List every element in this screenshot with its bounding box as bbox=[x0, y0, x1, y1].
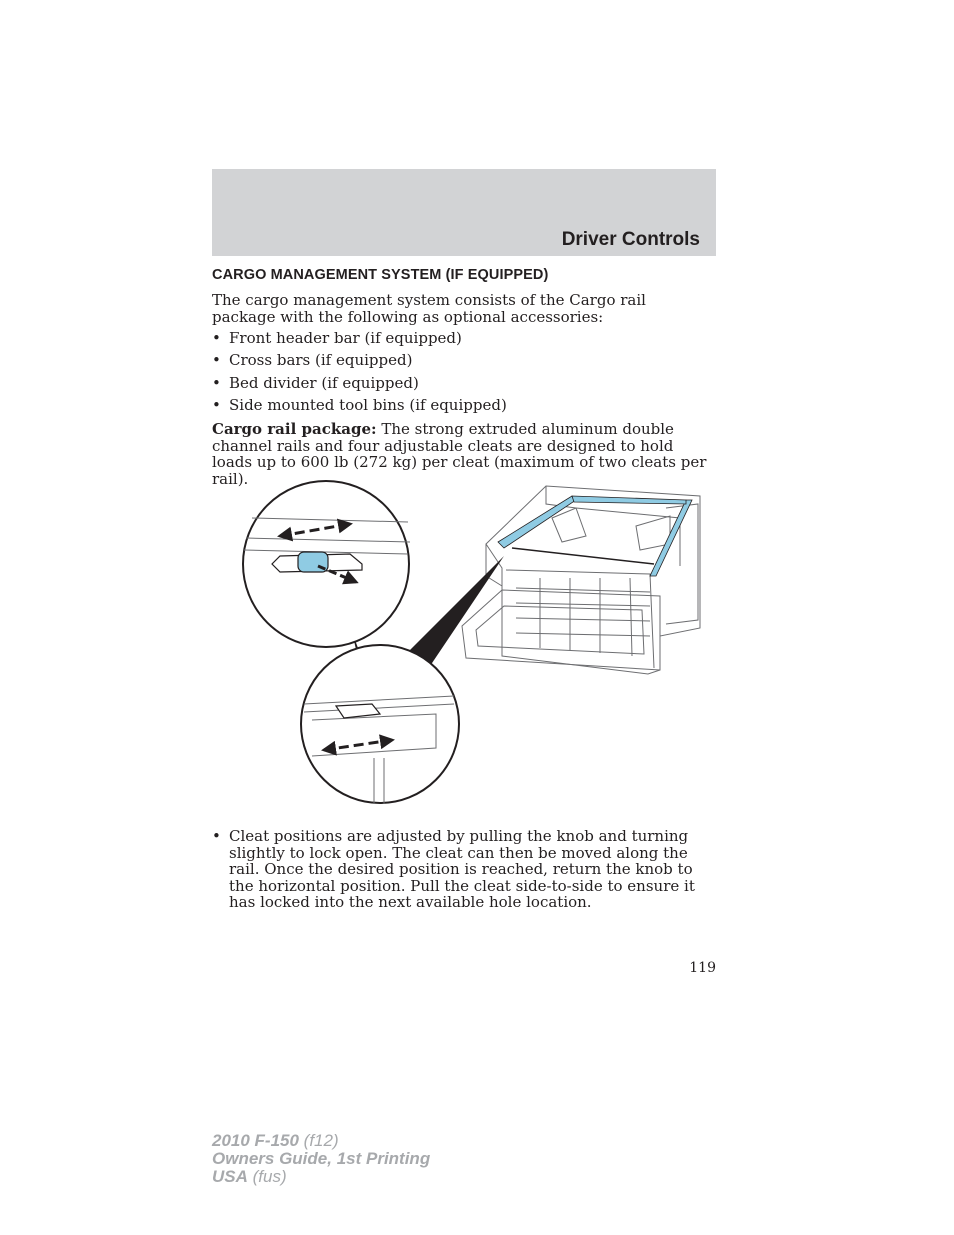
list-item bbox=[212, 375, 716, 397]
footer-model: 2010 F-150 bbox=[212, 1131, 299, 1150]
cargo-rail-illustration bbox=[240, 478, 706, 806]
accessory-list bbox=[212, 330, 716, 420]
bullet-icon: • bbox=[212, 351, 221, 370]
bullet-icon: • bbox=[212, 373, 221, 392]
list-item-text: Front header bar (if equipped) bbox=[229, 329, 462, 347]
cleat-instructions-text: Cleat positions are adjusted by pulling the knob and turning slightly to lock open. The cleat can then be moved along the rail. Once the desired position is reached, return the knob to the horizontal position. Pull the cleat side-to-side to ensure it has locked into the next available hole location. bbox=[229, 827, 695, 911]
list-item bbox=[212, 352, 716, 374]
knob-detail-circle bbox=[243, 481, 410, 647]
footer-market-code: (fus) bbox=[247, 1167, 287, 1186]
header-band bbox=[212, 169, 716, 256]
list-item bbox=[212, 330, 716, 352]
cleat-instructions bbox=[212, 828, 716, 911]
cargo-rail-lead: Cargo rail package: bbox=[212, 420, 377, 438]
footer-model-code: (f12) bbox=[298, 1131, 339, 1150]
intro-paragraph: The cargo management system consists of the Cargo rail package with the following as optional accessories: bbox=[212, 291, 646, 326]
rail-highlight bbox=[498, 496, 692, 576]
bullet-icon: • bbox=[212, 827, 221, 845]
footer-guide: Owners Guide, 1st Printing bbox=[212, 1149, 431, 1168]
list-item-text: Side mounted tool bins (if equipped) bbox=[229, 396, 507, 415]
footer-market: USA bbox=[212, 1167, 248, 1186]
chapter-title: Driver Controls bbox=[561, 229, 700, 250]
cargo-rail-text: The strong extruded aluminum double channel rails and four adjustable cleats are designed to hold loads up to 600 lb (272 kg) per cleat (maximum of two cleats per rail). bbox=[212, 420, 707, 488]
truck-bed-drawing bbox=[462, 486, 700, 674]
rail-detail-circle bbox=[301, 645, 459, 804]
list-item bbox=[212, 397, 716, 419]
section-heading: CARGO MANAGEMENT SYSTEM (IF EQUIPPED) bbox=[212, 267, 549, 283]
bullet-icon: • bbox=[212, 396, 221, 415]
list-item-text: Bed divider (if equipped) bbox=[229, 373, 419, 392]
bullet-icon: • bbox=[212, 329, 221, 347]
list-item-text: Cross bars (if equipped) bbox=[229, 351, 413, 370]
document-footer bbox=[212, 1132, 430, 1186]
page-number: 119 bbox=[689, 960, 716, 976]
